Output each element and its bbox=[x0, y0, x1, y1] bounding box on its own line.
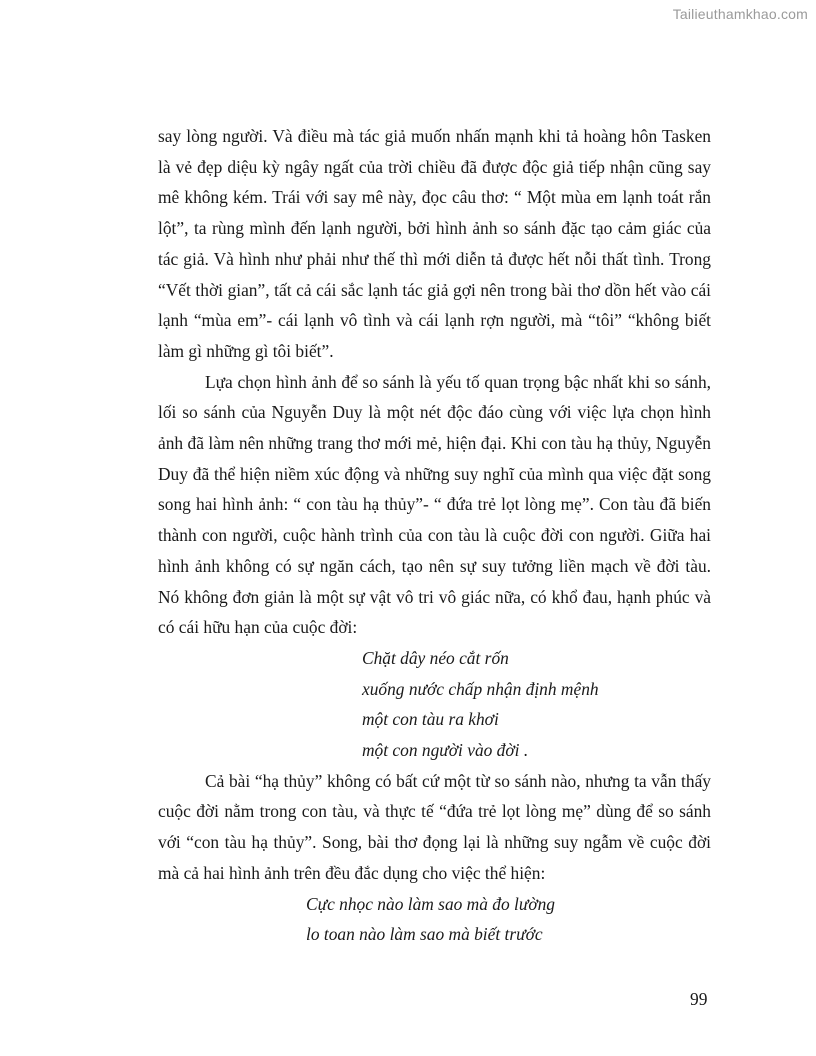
page-body bbox=[158, 121, 711, 950]
watermark: Tailieuthamkhao.com bbox=[672, 6, 808, 22]
poem-excerpt-1 bbox=[158, 643, 711, 766]
poem-line: một con tàu ra khơi bbox=[362, 709, 499, 730]
poem-line: xuống nước chấp nhận định mệnh bbox=[362, 678, 599, 699]
poem-excerpt-2 bbox=[158, 889, 711, 950]
page-number: 99 bbox=[690, 989, 708, 1009]
poem-line: một con người vào đời . bbox=[362, 740, 529, 761]
poem-line: lo toan nào làm sao mà biết trước bbox=[306, 924, 543, 945]
poem-line: Cực nhọc nào làm sao mà đo lường bbox=[306, 893, 556, 914]
paragraph-2: Lựa chọn hình ảnh để so sánh là yếu tố quan trọng bậc nhất khi so sánh, lối so sánh của Nguyễn Duy là một nét độc đáo cùng với việc lựa chọn hình ảnh đã làm nên những trang thơ mới mẻ, hiện đại. Khi con tàu hạ thủy, Nguyễn Duy đã thể hiện niềm xúc động và những suy nghĩ của mình qua việc đặt song song hai hình ảnh: “ con tàu hạ thủy”- “ đứa trẻ lọt lòng mẹ”. Con tàu đã biến thành con người, cuộc hành trình của con tàu là cuộc đời con người. Giữa hai hình ảnh không có sự ngăn cách, tạo nên sự suy tưởng liền mạch về đời tàu. Nó không đơn giản là một sự vật vô tri vô giác nữa, có khổ đau, hạnh phúc và có cái hữu hạn của cuộc đời: bbox=[158, 371, 711, 638]
paragraph-3: Cả bài “hạ thủy” không có bất cứ một từ so sánh nào, nhưng ta vẫn thấy cuộc đời nằm trong con tàu, và thực tế “đứa trẻ lọt lòng mẹ” dùng để so sánh với “con tàu hạ thủy”. Song, bài thơ đọng lại là những suy ngẫm về cuộc đời mà cả hai hình ảnh trên đều đắc dụng cho việc thể hiện: bbox=[158, 770, 711, 883]
poem-line: Chặt dây néo cắt rốn bbox=[362, 647, 509, 668]
paragraph-1: say lòng người. Và điều mà tác giả muốn nhấn mạnh khi tả hoàng hôn Tasken là vẻ đẹp diệu kỳ ngây ngất của trời chiều đã được độc giả tiếp nhận cũng say mê không kém. Trái với say mê này, đọc câu thơ: “ Một mùa em lạnh toát rắn lột”, ta rùng mình đến lạnh người, bởi hình ảnh so sánh đặc tạo cảm giác của tác giả. Và hình như phải như thế thì mới diễn tả được hết nỗi thất tình. Trong “Vết thời gian”, tất cả cái sắc lạnh tác giả gợi nên trong bài thơ dồn hết vào cái lạnh “mùa em”- cái lạnh vô tình và cái lạnh rợn người, mà “tôi” “không biết làm gì những gì tôi biết”. bbox=[158, 126, 711, 361]
